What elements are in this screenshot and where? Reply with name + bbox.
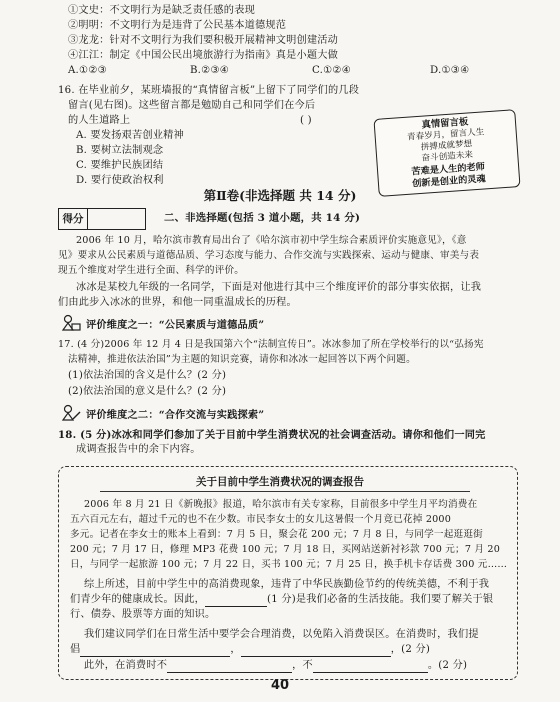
report-paragraph-2-line-3: 行、债券、股票等方面的知识。 bbox=[70, 609, 216, 620]
report-text-segment: 们青少年的健康成长。因此， bbox=[70, 594, 206, 605]
q16-stem-line-2: 留言(见右图)。这些留言都是勉励自己和同学们在今后 bbox=[68, 100, 316, 111]
score-box bbox=[58, 208, 146, 230]
report-divider bbox=[100, 491, 470, 492]
q15-option-b[interactable]: B.②③④ bbox=[190, 65, 230, 76]
answer-blank-1[interactable] bbox=[205, 595, 267, 607]
q16-stem-line-1: 16. 在毕业前夕，某班墙报的“真情留言板”上留下了同学们的几段 bbox=[58, 85, 360, 96]
q18-stem-line-2: 成调查报告中的余下内容。 bbox=[76, 444, 201, 455]
intro-line-1: 2006 年 10 月，哈尔滨市教育局出台了《哈尔滨市初中学生综合素质评价实施意见》，《意 bbox=[76, 235, 467, 246]
report-paragraph-2-line-1: 综上所述，目前中学生中的高消费现象，违背了中华民族勤俭节约的传统美德，不利于我 bbox=[84, 579, 490, 590]
report-paragraph-1-line-4: 200 元；7 月 17 日，修理 MP3 花费 100 元；7 月 18 日，买网站送新衬衫款 700 元；7 月 20 bbox=[70, 544, 501, 555]
answer-blank-2[interactable] bbox=[80, 645, 230, 657]
q17-subquestion-2: (2)依法治国的意义是什么？(2 分) bbox=[68, 386, 227, 397]
q15-option-c[interactable]: C.①②④ bbox=[312, 65, 352, 76]
eval-dimension-1-label: 评价维度之一：“公民素质与道德品质” bbox=[86, 319, 265, 331]
q15-option-a[interactable]: A.①②③ bbox=[68, 65, 107, 76]
banner-line-1: 青春岁月，留言人生 bbox=[406, 127, 485, 143]
q15-option-d[interactable]: D.①③④ bbox=[430, 65, 470, 76]
q16-option-a[interactable]: A. 要发扬艰苦创业精神 bbox=[76, 130, 184, 141]
banner-line-5: 创新是创业的灵魂 bbox=[411, 173, 487, 190]
report-text-segment: ，不 bbox=[292, 660, 313, 671]
q16-stem-line-3: 的人生道路上 bbox=[68, 115, 131, 126]
student-reading-icon bbox=[60, 314, 82, 332]
report-text-segment: 。(2 分) bbox=[427, 660, 468, 671]
answer-blank-4[interactable] bbox=[167, 661, 292, 673]
report-paragraph-2-line-2 bbox=[70, 593, 493, 607]
report-paragraph-1-line-1: 2006 年 8 月 21 日《新晚报》报道，哈尔滨市有关专家称，目前很多中学生月平均消费在 bbox=[84, 499, 478, 510]
report-paragraph-3-line-2 bbox=[70, 643, 430, 657]
score-label: 得分 bbox=[59, 209, 88, 229]
q17-stem-line-2: 法精神，推进依法治国”为主题的知识竞赛，请你和冰冰一起回答以下两个问题。 bbox=[68, 354, 416, 365]
report-paragraph-1-line-3: 多元。记者在李女士的账本上看到：7 月 5 日，聚会花 200 元；7 月 8 日，与同学一起逛逛街 bbox=[70, 529, 483, 540]
report-paragraph-1-line-5: 日，与同学一起旅游 100 元；7 月 22 日，买书 100 元；7 月 25 日，换手机卡存话费 300 元…… bbox=[70, 559, 508, 570]
banner-line-3: 奋斗创造未来 bbox=[421, 150, 474, 164]
student-writing-icon bbox=[60, 404, 82, 422]
q16-answer-paren[interactable]: ( ) bbox=[300, 115, 312, 126]
report-text-segment: 倡 bbox=[70, 644, 81, 655]
q15-statement-1: ①文史：不文明行为是缺乏责任感的表现 bbox=[68, 5, 255, 16]
report-paragraph-1-line-2: 五六百元左右，超过千元的也不在少数。市民李女士的女儿这暑假一个月竟已花掉 2000 bbox=[70, 514, 452, 525]
report-text-segment: ， bbox=[230, 644, 241, 655]
report-text-segment: ，(2 分) bbox=[390, 644, 431, 655]
banner-line-4: 苦难是人生的老师 bbox=[411, 161, 486, 178]
report-title: 关于目前中学生消费状况的调查报告 bbox=[196, 476, 364, 488]
banner-title: 真情留言板 bbox=[421, 116, 469, 131]
q17-subquestion-1: (1)依法治国的含义是什么？(2 分) bbox=[68, 370, 227, 381]
q15-statement-3: ③龙龙：针对不文明行为我们要积极开展精神文明创建活动 bbox=[68, 35, 339, 46]
q16-option-c[interactable]: C. 要维护民族团结 bbox=[76, 160, 164, 171]
report-paragraph-3-line-1: 我们建议同学们在日常生活中要学会合理消费，以免陷入消费误区。在消费时，我们提 bbox=[84, 629, 479, 640]
q18-stem-line-1: 18. (5 分)冰冰和同学们参加了关于目前中学生消费状况的社会调查活动。请你和他们一同完 bbox=[58, 429, 486, 441]
q15-statement-4: ④江江：制定《中国公民出境旅游行为指南》真是小题大做 bbox=[68, 50, 339, 61]
intro-line-5: 们由此步入冰冰的世界，和他一同重温成长的历程。 bbox=[58, 297, 297, 308]
intro-line-2: 见》要求从公民素质与道德品质、学习态度与能力、合作交流与实践探索、运动与健康、审美与表 bbox=[58, 250, 480, 261]
report-paragraph-3-line-3 bbox=[84, 659, 467, 673]
q16-option-b[interactable]: B. 要树立法制观念 bbox=[76, 145, 164, 156]
q17-stem-line-1: 17. (4 分)2006 年 12 月 4 日是我国第六个“法制宣传日”。冰冰参加了所在学校举行的以“弘扬宪 bbox=[58, 339, 484, 350]
answer-blank-5[interactable] bbox=[313, 661, 428, 673]
section-heading: 二、非选择题(包括 3 道小题，共 14 分) bbox=[164, 212, 361, 224]
intro-line-3: 现五个维度对学生进行全面、科学的评价。 bbox=[58, 265, 245, 276]
report-text-segment: (1 分)是我们必备的生活技能。我们要了解关于银 bbox=[267, 594, 494, 605]
q16-option-d[interactable]: D. 要行使政治权利 bbox=[76, 175, 164, 186]
report-text-segment: 此外，在消费时不 bbox=[84, 660, 168, 671]
eval-dimension-2-label: 评价维度之二：“合作交流与实践探索” bbox=[86, 409, 265, 421]
page-number: 40 bbox=[270, 678, 290, 693]
intro-line-4: 冰冰是某校九年级的一名同学，下面是对他进行其中三个维度评价的部分事实依据，让我 bbox=[76, 282, 482, 293]
q15-statement-2: ②明明：不文明行为是违背了公民基本道德规范 bbox=[68, 20, 287, 31]
section-title: 第Ⅱ卷(非选择题 共 14 分) bbox=[203, 188, 357, 203]
banner-line-2: 拼搏成就梦想 bbox=[420, 139, 473, 153]
message-board-picture bbox=[373, 109, 520, 197]
answer-blank-3[interactable] bbox=[241, 645, 391, 657]
